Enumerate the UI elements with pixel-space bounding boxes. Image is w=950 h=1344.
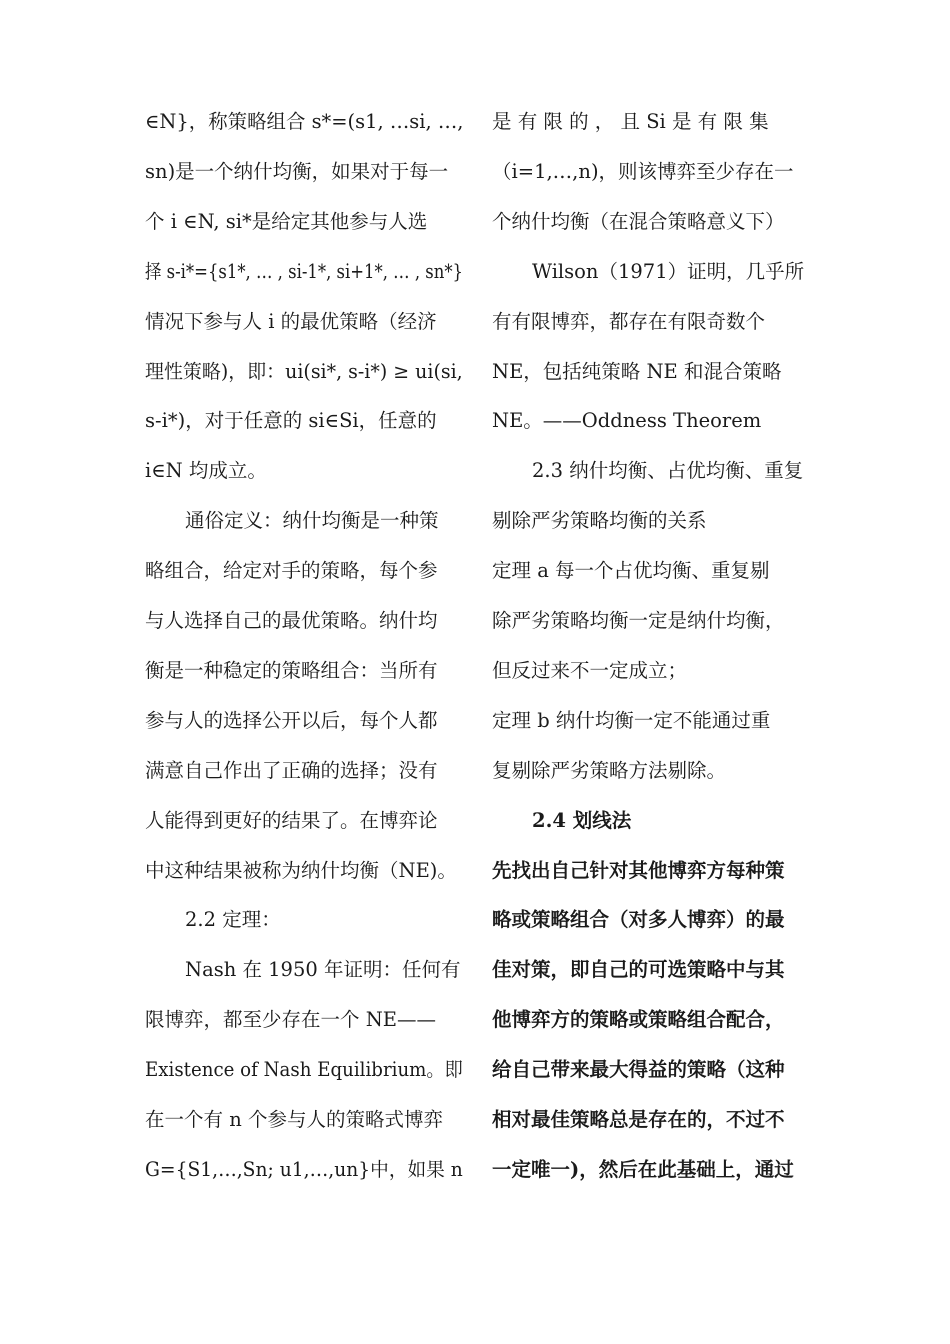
text-line: 除严劣策略均衡一定是纳什均衡， [492, 609, 785, 632]
text-line: NE。——Oddness Theorem [492, 409, 762, 433]
text-line: 相对最佳策略总是存在的，不过不 [492, 1108, 785, 1131]
text-line: s-i*)，对于任意的 si∈Si，任意的 [145, 409, 437, 433]
text-line: 佳对策，即自己的可选策略中与其 [492, 958, 785, 982]
text-line: 但反过来不一定成立； [492, 658, 688, 682]
text-line: 个 i ∈N, si*是给定其他参与人选 [145, 209, 428, 233]
text-line: 2.4 划线法 [532, 808, 632, 832]
text-line: （i=1,…,n)，则该博弈至少存在一 [492, 159, 794, 183]
text-line: 剔除严劣策略均衡的关系 [492, 509, 707, 533]
text-line: 情况下参与人 i 的最优策略（经济 [145, 309, 437, 333]
text-line: 2.3 纳什均衡、占优均衡、重复 [532, 459, 804, 483]
text-line: 是 有 限 的 ， 且 Si 是 有 限 集 [492, 110, 769, 133]
text-line: 个纳什均衡（在混合策略意义下） [492, 209, 785, 233]
text-line: sn)是一个纳什均衡，如果对于每一 [145, 159, 449, 183]
text-line: 与人选择自己的最优策略。纳什均 [145, 609, 438, 632]
text-line: 有有限博弈，都存在有限奇数个 [492, 309, 766, 333]
text-line: Existence of Nash Equilibrium。即 [145, 1058, 463, 1082]
text-line: NE，包括纯策略 NE 和混合策略 [492, 359, 782, 383]
text-line: 参与人的选择公开以后，每个人都 [145, 708, 438, 732]
text-line: 给自己带来最大得益的策略（这种 [492, 1058, 785, 1082]
text-line: i∈N 均成立。 [145, 459, 267, 483]
text-line: 略或策略组合（对多人博弈）的最 [492, 908, 785, 932]
text-line: 通俗定义：纳什均衡是一种策 [185, 509, 439, 533]
text-line: 衡是一种稳定的策略组合：当所有 [145, 658, 438, 682]
text-line: 2.2 定理： [185, 908, 281, 932]
text-line: 中这种结果被称为纳什均衡（NE)。 [145, 858, 457, 882]
text-line: Nash 在 1950 年证明：任何有 [185, 958, 461, 982]
text-line: 择 s-i*={s1*, … , si-1*, si+1*, … , sn*} [145, 259, 464, 283]
text-line: 满意自己作出了正确的选择；没有 [145, 758, 438, 782]
text-line: 在一个有 n 个参与人的策略式博弈 [145, 1108, 443, 1131]
text-line: 人能得到更好的结果了。在博弈论 [145, 808, 438, 832]
text-line: 复剔除严劣策略方法剔除。 [492, 758, 727, 782]
text-line: ∈N}，称策略组合 s*=(s1, …si, …, [145, 110, 464, 133]
text-line: 略组合，给定对手的策略，每个参 [145, 559, 438, 583]
text-line: 先找出自己针对其他博弈方每种策 [492, 858, 785, 882]
text-line: 定理 b 纳什均衡一定不能通过重 [492, 708, 771, 732]
text-line: 他博弈方的策略或策略组合配合， [492, 1008, 785, 1032]
text-line: 理性策略)，即：ui(si*, s-i*) ≥ ui(si, [145, 359, 463, 383]
text-line: 一定唯一)，然后在此基础上，通过 [492, 1157, 794, 1181]
text-line: G={S1,…,Sn; u1,…,un}中，如果 n [145, 1157, 463, 1181]
text-line: Wilson（1971）证明，几乎所 [532, 259, 805, 283]
text-line: 限博弈，都至少存在一个 NE—— [145, 1008, 436, 1032]
text-line: 定理 a 每一个占优均衡、重复剔 [492, 559, 770, 583]
